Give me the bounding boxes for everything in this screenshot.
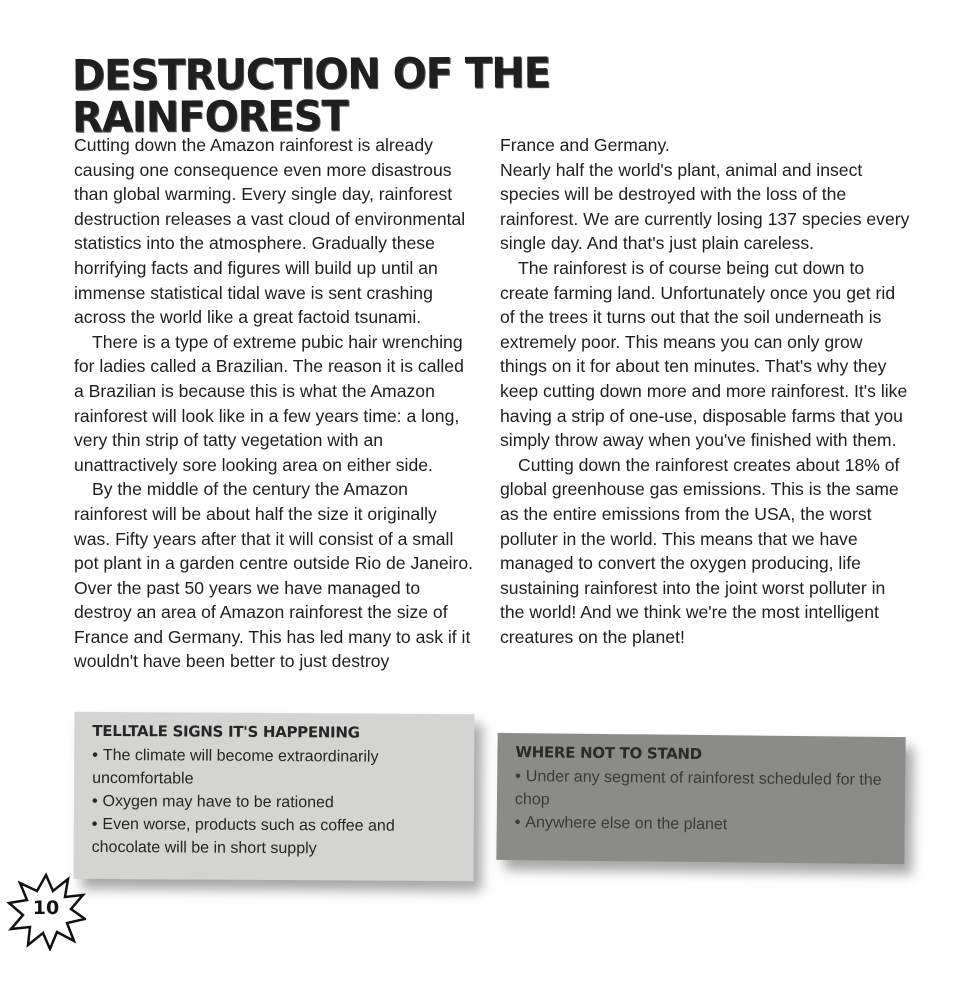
paragraph: Cutting down the Amazon rainforest is already causing one consequence even more disastrous than global warming. Every single day, rainforest destruction releases a vast cloud of environmental statistics into the atmosphere. Gradually these horrifying facts and figures will build up until an immense statistical tidal wave is sent crashing across the world like a great factoid tsunami.: [74, 135, 466, 328]
box-title: WHERE NOT TO STAND: [515, 743, 702, 764]
list-item: [92, 744, 460, 792]
box-title: TELLTALE SIGNS IT'S HAPPENING: [92, 721, 360, 742]
paragraph: Cutting down the rainforest creates about 18% of global greenhouse gas emissions. This is the same as the entire emissions from the USA, the worst polluter in the world. This means that we have managed to convert the oxygen producing, life sustaining rainforest into the joint worst polluter in the world! And we think we're the most intelligent creatures on the planet!: [500, 454, 900, 647]
list-item: [92, 790, 460, 815]
list-item-text: Anywhere else on the planet: [525, 814, 728, 834]
sidebar-box-telltale-signs: [73, 712, 474, 881]
paragraph: Nearly half the world's plant, animal and insect species will be destroyed with the loss of the rainforest. We are currently losing 137 species every single day. And that's just plain careless.: [500, 159, 910, 254]
bullet-icon: •: [514, 814, 521, 832]
list-item-text: The climate will become extraordinarily uncomfortable: [92, 746, 379, 788]
bullet-icon: •: [92, 746, 98, 764]
list-item-text: Even worse, products such as coffee and chocolate will be in short supply: [91, 815, 395, 858]
body-column-left: [74, 133, 474, 674]
bullet-icon: •: [91, 815, 98, 833]
list-item-text: Oxygen may have to be rationed: [102, 792, 334, 812]
sidebar-box-where-not-to-stand: [496, 733, 905, 864]
page-title: DESTRUCTION OF THE RAINFOREST: [71, 49, 551, 143]
list-item: [92, 813, 460, 861]
bullet-icon: •: [91, 792, 98, 810]
bullet-list: [515, 765, 892, 838]
bullet-icon: •: [515, 768, 521, 786]
paragraph: France and Germany.: [500, 135, 670, 155]
bullet-list: [92, 744, 461, 861]
page-number-badge: [6, 871, 86, 951]
paragraph: The rainforest is of course being cut down to create farming land. Unfortunately once you get rid of the trees it turns out that the soil underneath is extremely poor. This means you can only grow things on it for about ten minutes. That's why they keep cutting down more and more rainforest. It's like having a strip of one-use, disposable farms that you simply throw away when you've finished with them.: [500, 257, 908, 451]
body-column-right: [500, 133, 910, 649]
list-item: [515, 811, 891, 838]
page-number: 10: [32, 897, 60, 919]
list-item-text: Under any segment of rainforest scheduled for the chop: [514, 768, 882, 809]
paragraph: There is a type of extreme pubic hair wrenching for ladies called a Brazilian. The reason it is called a Brazilian is because this is what the Amazon rainforest will look like in a few years time: a long, very thin strip of tatty vegetation with an unattractively sore looking area on either side.: [74, 331, 464, 475]
paragraph: By the middle of the century the Amazon rainforest will be about half the size it originally was. Fifty years after that it will consist of a small pot plant in a garden centre outside Rio de Janeiro. Over the past 50 years we have managed to destroy an area of Amazon rainforest the size of France and Germany. This has led many to ask if it wouldn't have been better to just destroy: [74, 479, 474, 672]
list-item: [515, 765, 891, 815]
